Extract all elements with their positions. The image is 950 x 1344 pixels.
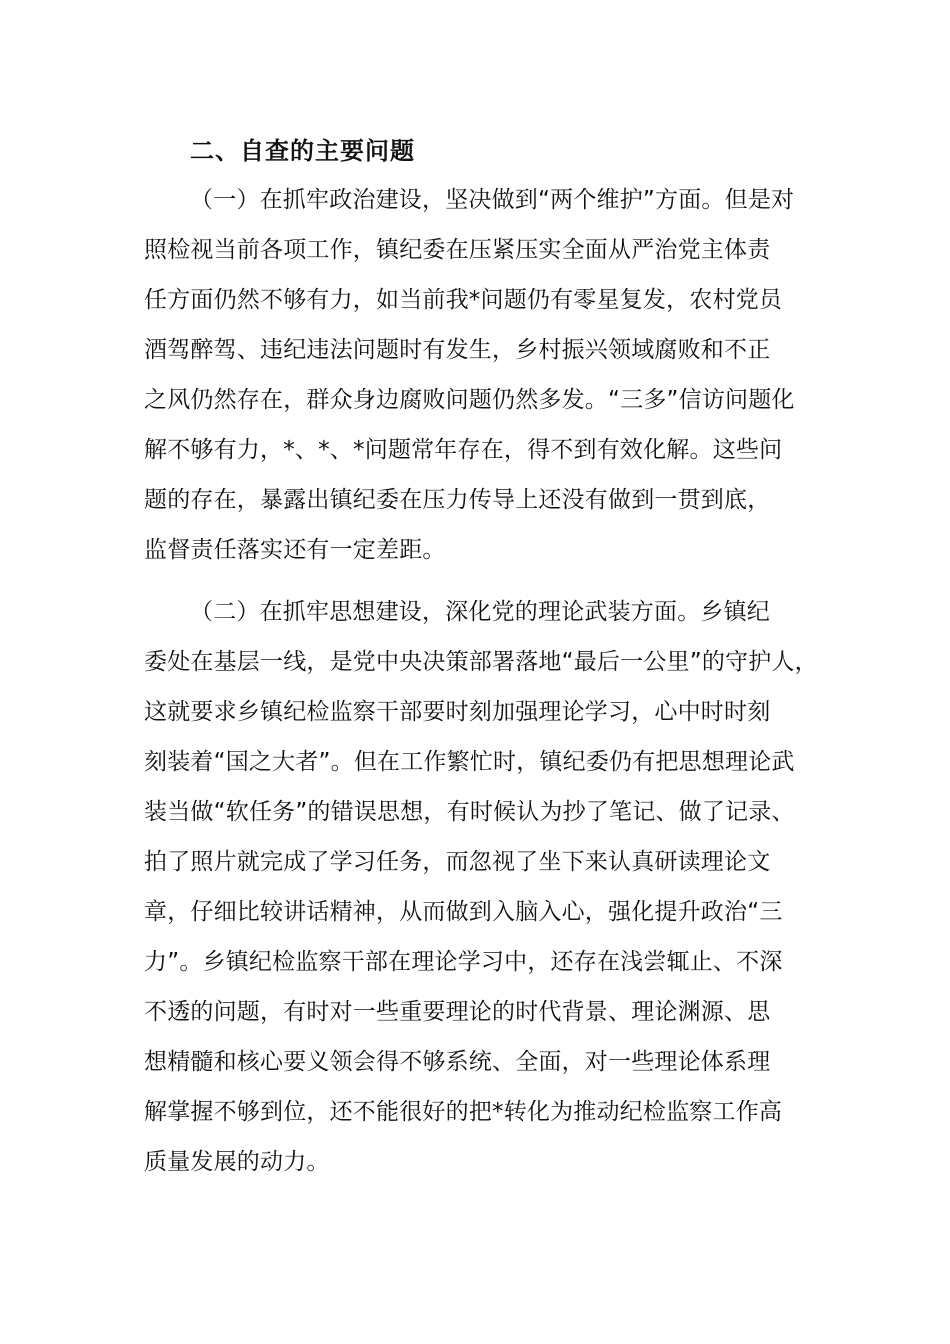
paragraph-2-line: 拍了照片就完成了学习任务，而忽视了坐下来认真研读理论文 — [144, 849, 771, 875]
paragraph-2-line: （二）在抓牢思想建设，深化党的理论武装方面。乡镇纪 — [190, 599, 770, 625]
paragraph-1-line: 照检视当前各项工作，镇纪委在压紧压实全面从严治党主体责 — [144, 237, 771, 263]
paragraph-1-line: （一）在抓牢政治建设，坚决做到“两个维护”方面。但是对 — [190, 187, 795, 213]
paragraph-2-line: 质量发展的动力。 — [144, 1149, 330, 1175]
paragraph-1-line: 解不够有力，*、*、*问题常年存在，得不到有效化解。这些问 — [144, 437, 783, 463]
paragraph-1-line: 题的存在，暴露出镇纪委在压力传导上还没有做到一贯到底， — [144, 487, 771, 513]
paragraph-2-line: 委处在基层一线，是党中央决策部署落地“最后一公里”的守护人， — [144, 649, 818, 675]
paragraph-1-line: 酒驾醉驾、违纪违法问题时有发生，乡村振兴领域腐败和不正 — [144, 337, 771, 363]
paragraph-2-line: 刻装着“国之大者”。但在工作繁忙时，镇纪委仍有把思想理论武 — [144, 749, 795, 775]
section-heading: 二、自查的主要问题 — [190, 137, 415, 165]
paragraph-1-line: 之风仍然存在，群众身边腐败问题仍然多发。“三多”信访问题化 — [144, 387, 795, 413]
paragraph-2-line: 这就要求乡镇纪检监察干部要时刻加强理论学习，心中时时刻 — [144, 699, 771, 725]
paragraph-1-line: 监督责任落实还有一定差距。 — [144, 537, 446, 563]
paragraph-2-line: 不透的问题，有时对一些重要理论的时代背景、理论渊源、思 — [144, 999, 771, 1025]
paragraph-2-line: 章，仔细比较讲话精神，从而做到入脑入心，强化提升政治“三 — [144, 899, 783, 925]
paragraph-2-line: 力”。乡镇纪检监察干部在理论学习中，还存在浅尝辄止、不深 — [144, 949, 783, 975]
paragraph-2-line: 解掌握不够到位，还不能很好的把*转化为推动纪检监察工作高 — [144, 1099, 783, 1125]
paragraph-1-line: 任方面仍然不够有力，如当前我*问题仍有零星复发，农村党员 — [144, 287, 783, 313]
paragraph-2-line: 想精髓和核心要义领会得不够系统、全面，对一些理论体系理 — [144, 1049, 771, 1075]
paragraph-2-line: 装当做“软任务”的错误思想，有时候认为抄了笔记、做了记录、 — [144, 799, 795, 825]
